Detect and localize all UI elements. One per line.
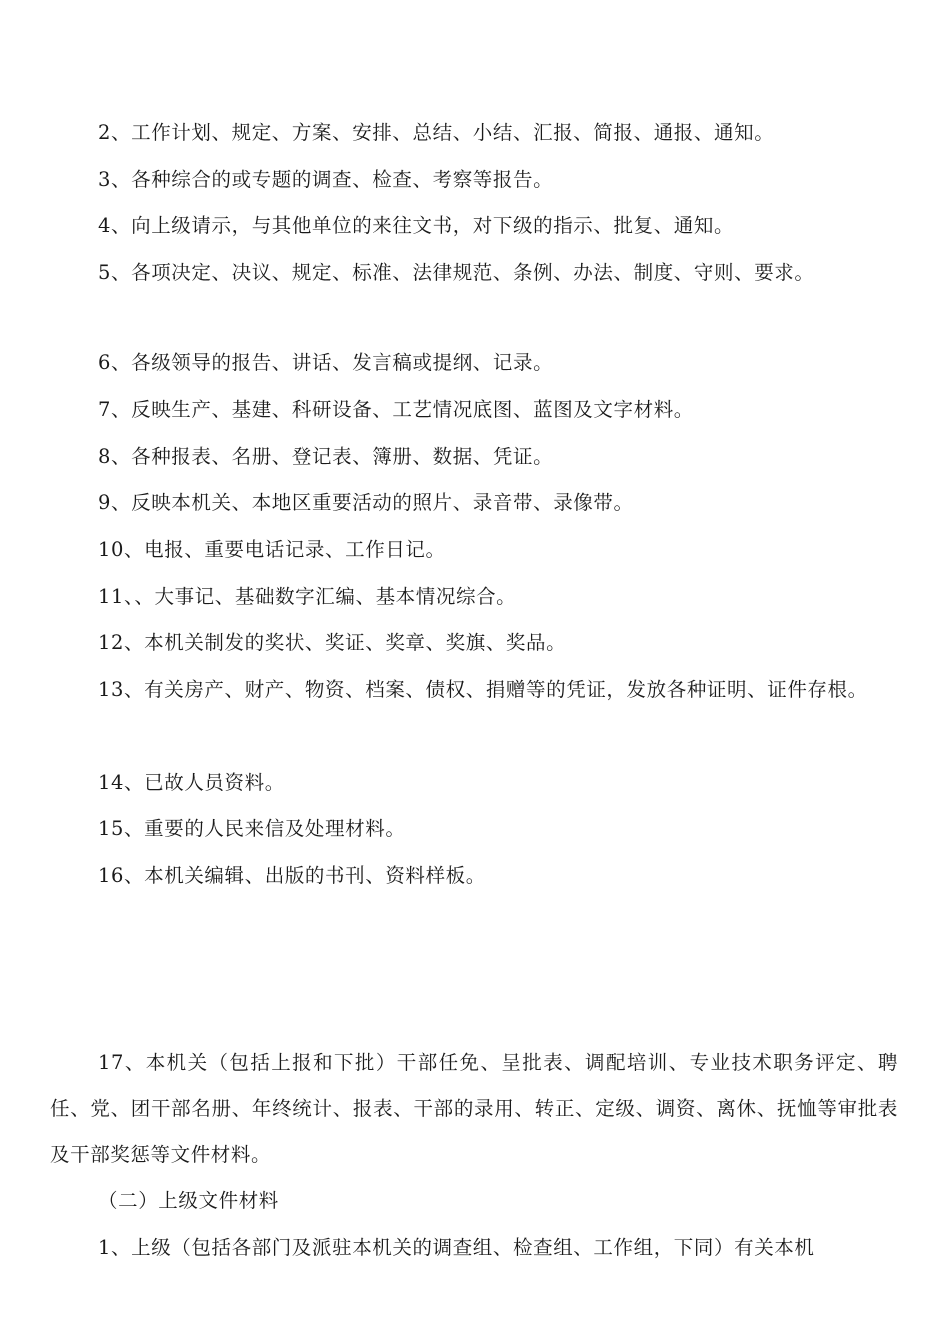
paragraph-item-12: 12、本机关制发的奖状、奖证、奖章、奖旗、奖品。 — [98, 631, 567, 654]
paragraph-item-6: 6、各级领导的报告、讲话、发言稿或提纲、记录。 — [98, 351, 554, 374]
paragraph-item-16: 16、本机关编辑、出版的书刊、资料样板。 — [98, 864, 486, 887]
paragraph-item-11: 11、、大事记、基础数字汇编、基本情况综合。 — [98, 585, 517, 608]
paragraph-superior-item-1: 1、上级（包括各部门及派驻本机关的调查组、检查组、工作组，下同）有关本机 — [98, 1236, 815, 1259]
paragraph-item-9: 9、反映本机关、本地区重要活动的照片、录音带、录像带。 — [98, 491, 634, 514]
paragraph-item-17: 17、本机关（包括上报和下批）干部任免、呈批表、调配培训、专业技术职务评定、聘任、党、团干部名册、年终统计、报表、干部的录用、转正、定级、调资、离休、抚恤等审批表及干部奖惩等文件材料。 — [50, 1051, 898, 1166]
paragraph-item-15: 15、重要的人民来信及处理材料。 — [98, 817, 406, 840]
section-heading-superior-documents: （二）上级文件材料 — [98, 1189, 279, 1212]
paragraph-item-8: 8、各种报表、名册、登记表、簿册、数据、凭证。 — [98, 445, 554, 468]
paragraph-item-10: 10、电报、重要电话记录、工作日记。 — [98, 538, 446, 561]
paragraph-item-4: 4、向上级请示，与其他单位的来往文书，对下级的指示、批复、通知。 — [98, 214, 735, 237]
paragraph-item-2: 2、工作计划、规定、方案、安排、总结、小结、汇报、简报、通报、通知。 — [98, 121, 775, 144]
paragraph-item-13: 13、有关房产、财产、物资、档案、债权、捐赠等的凭证，发放各种证明、证件存根。 — [98, 678, 868, 701]
paragraph-item-5: 5、各项决定、决议、规定、标准、法律规范、条例、办法、制度、守则、要求。 — [98, 261, 815, 284]
paragraph-item-3: 3、各种综合的或专题的调查、检查、考察等报告。 — [98, 168, 554, 191]
paragraph-item-7: 7、反映生产、基建、科研设备、工艺情况底图、蓝图及文字材料。 — [98, 398, 694, 421]
paragraph-item-14: 14、已故人员资料。 — [98, 771, 285, 794]
